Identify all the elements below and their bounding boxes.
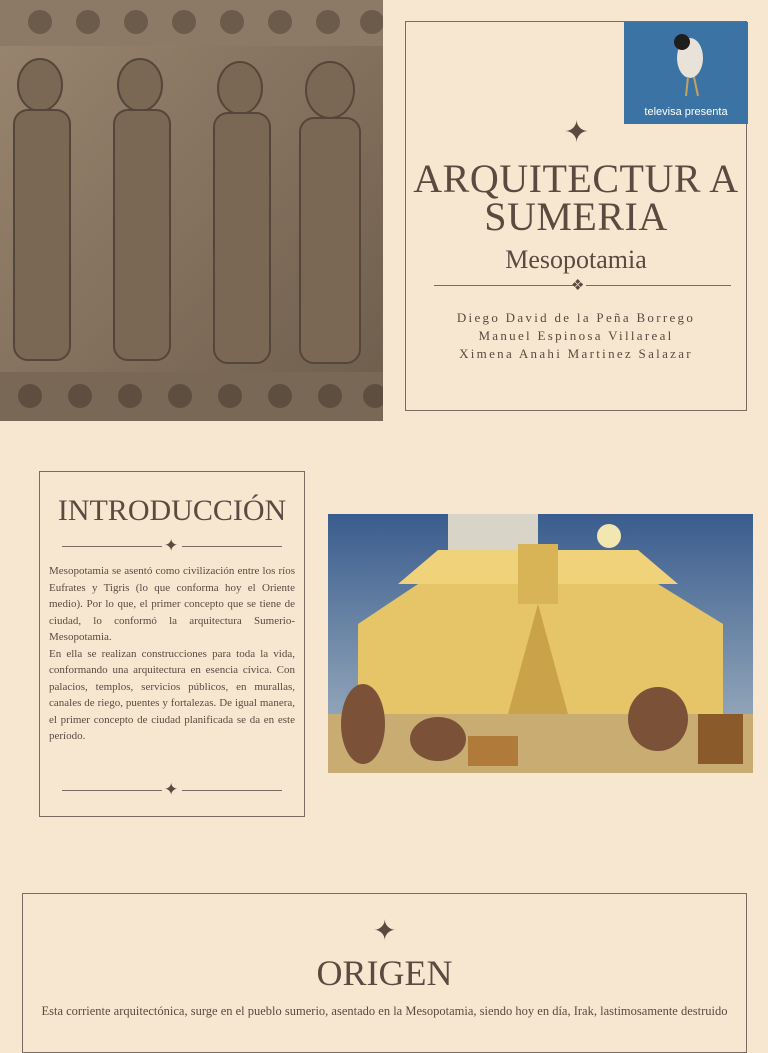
- title-card: [405, 21, 747, 411]
- origin-card: [22, 893, 747, 1053]
- intro-body: [49, 563, 295, 745]
- intro-paragraph: En ella se realizan construcciones para toda la vida, conformando una arquitectura en esencia cívica. Con palacios, templos, servicios públicos, en murallas, canales de riego, puentes y fortalezas. De igual manera, el primer concepto de ciudad planificada se da en este período.: [49, 647, 295, 742]
- author-name: Diego David de la Peña Borrego: [456, 310, 696, 325]
- divider-right: [182, 790, 282, 791]
- authors-list: [406, 309, 746, 363]
- four-point-star-icon: ✦: [373, 916, 397, 947]
- four-point-star-icon: ✦: [564, 116, 590, 149]
- introduction-card: [39, 471, 305, 817]
- four-point-star-icon: ✦: [164, 536, 179, 555]
- gif-caption: televisa presenta: [644, 106, 728, 118]
- author-name: Ximena Anahi Martinez Salazar: [459, 346, 693, 361]
- intro-paragraph: Mesopotamia se asentó como civilización entre los ríos Eufrates y Tigris (lo que conforma hoy el Oriente medio). Por lo que, el primer concepto que se tiene de ciudad, lo conformó la arquitectura Sumerio-Mesopotamia.: [49, 565, 295, 643]
- divider-left: [62, 546, 162, 547]
- divider-left: [62, 790, 162, 791]
- divider-right: [182, 546, 282, 547]
- divider-left: [434, 285, 574, 286]
- origin-body: Esta corriente arquitectónica, surge en el pueblo sumerio, asentado en la Mesopotamia, siendo hoy en día, Irak, lastimosamente destruido: [41, 1004, 728, 1018]
- four-point-star-icon: ✦: [164, 780, 179, 799]
- divider-right: [586, 285, 731, 286]
- page-title: ARQUITECTUR A SUMERIA: [413, 156, 739, 239]
- page-subtitle: Mesopotamia: [505, 245, 647, 274]
- author-name: Manuel Espinosa Villareal: [478, 328, 674, 343]
- assyrian-relief-image: [0, 0, 383, 421]
- televisa-gif: [624, 22, 748, 124]
- ziggurat-painting: [328, 514, 753, 773]
- origin-heading: ORIGEN: [316, 953, 453, 993]
- intro-heading: INTRODUCCIÓN: [57, 494, 287, 527]
- diamond-ornament-icon: ❖: [571, 278, 585, 294]
